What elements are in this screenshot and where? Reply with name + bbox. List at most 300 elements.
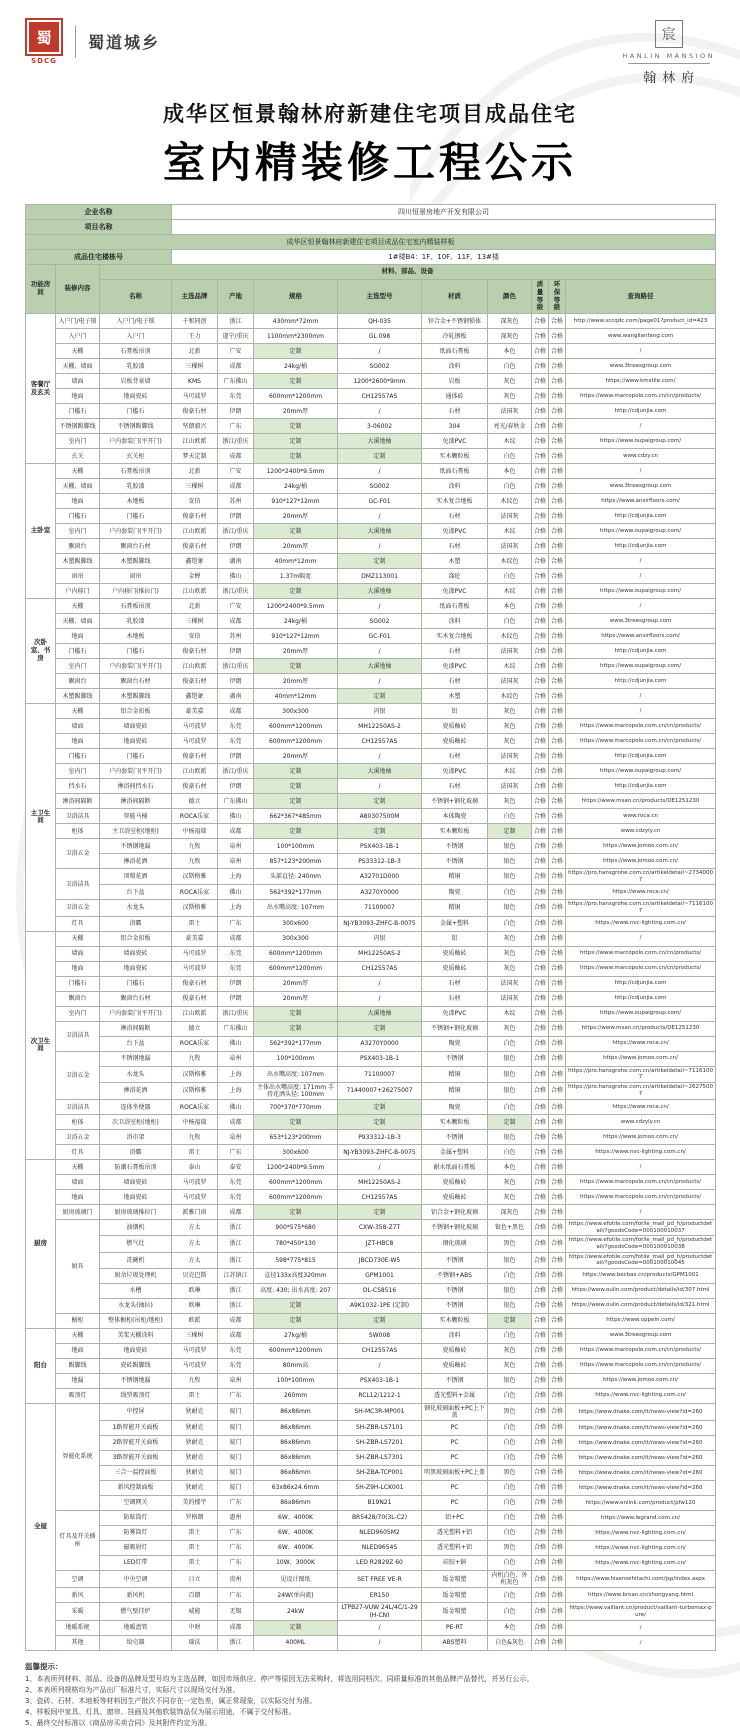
- data-cell: /: [338, 344, 422, 359]
- data-cell: 佛山: [218, 809, 254, 824]
- data-cell: 定制: [254, 779, 338, 794]
- data-cell: /: [338, 1620, 422, 1635]
- data-cell: 木地板: [100, 494, 172, 509]
- query-path-cell: https://pro.hansgrohe.com.cn/artikeldetail~71161007: [566, 1066, 716, 1082]
- data-cell: PE-RT: [422, 1620, 488, 1635]
- info-row: [26, 235, 716, 250]
- data-cell: SH-ZBR-LS7201: [338, 1436, 422, 1451]
- data-cell: 白色: [488, 1328, 532, 1343]
- data-cell: 合格: [549, 1358, 566, 1373]
- query-path-cell: https://www.oupaigroup.com/: [566, 524, 716, 539]
- data-cell: 灰色: [488, 734, 532, 749]
- data-cell: 厦门: [218, 1481, 254, 1496]
- data-cell: 浴霸: [100, 1145, 172, 1160]
- data-cell: 免漆PVC: [422, 764, 488, 779]
- data-cell: 地面瓷砖: [100, 734, 172, 749]
- data-cell: 合格: [532, 1511, 549, 1526]
- data-cell: 86x86mm: [254, 1403, 338, 1420]
- info-label: 企业名称: [26, 205, 172, 220]
- query-path-cell: https://www.oulin.com/product/details/id/307.html: [566, 1283, 716, 1298]
- data-cell: 562*392*177mm: [254, 885, 338, 900]
- data-cell: 纸面石膏板: [422, 344, 488, 359]
- data-cell: 合格: [532, 449, 549, 464]
- data-cell: 法国灰: [488, 644, 532, 659]
- data-cell: 合格: [532, 1220, 549, 1236]
- data-cell: 合格: [549, 854, 566, 869]
- table-row: [26, 1036, 716, 1051]
- data-cell: 瓷质釉砖: [422, 734, 488, 749]
- data-cell: 成都: [218, 359, 254, 374]
- data-cell: 白色: [488, 359, 532, 374]
- data-cell: 广安: [218, 464, 254, 479]
- data-cell: 黑色: [488, 1466, 532, 1481]
- data-cell: 铝合金扣板: [100, 704, 172, 719]
- data-cell: 不锈钢地漏: [100, 1373, 172, 1388]
- data-cell: 定制: [338, 794, 422, 809]
- data-cell: 合格: [549, 1082, 566, 1099]
- data-cell: 新风机: [100, 1588, 172, 1603]
- data-cell: 86x86mm: [254, 1451, 338, 1466]
- data-cell: 合格: [532, 824, 549, 839]
- data-cell: 浙江: [218, 1283, 254, 1298]
- data-cell: 木纹: [488, 1006, 532, 1021]
- table-row: [26, 1100, 716, 1115]
- data-cell: 白色: [488, 1100, 532, 1115]
- content-cell: 天棚: [56, 344, 100, 359]
- data-cell: NLED9605M2: [338, 1526, 422, 1541]
- content-cell: 卫浴洁具: [56, 809, 100, 824]
- data-cell: 马可波罗: [172, 1343, 218, 1358]
- data-cell: 合格: [549, 1556, 566, 1571]
- data-cell: 合格: [549, 1283, 566, 1298]
- column-header: 主选品牌: [172, 280, 218, 314]
- content-cell: 不锈钢踢脚线: [56, 419, 100, 434]
- table-row: [26, 329, 716, 344]
- data-cell: 银色: [488, 1298, 532, 1313]
- data-cell: 合格: [532, 704, 549, 719]
- data-cell: 门槛石: [100, 644, 172, 659]
- data-cell: 泉州: [218, 1130, 254, 1145]
- data-cell: 合格: [549, 946, 566, 961]
- data-cell: 合格: [532, 1388, 549, 1403]
- data-cell: 东莞: [218, 961, 254, 976]
- data-cell: 合格: [532, 659, 549, 674]
- data-cell: 合格: [549, 464, 566, 479]
- data-cell: 定制: [254, 1313, 338, 1328]
- table-row: [26, 976, 716, 991]
- data-cell: 法国灰: [488, 991, 532, 1006]
- data-cell: 白色: [488, 1388, 532, 1403]
- data-cell: 合格: [532, 749, 549, 764]
- data-cell: 狄耐克: [172, 1481, 218, 1496]
- data-cell: PC: [422, 1481, 488, 1496]
- data-cell: 合格: [549, 509, 566, 524]
- query-path-cell: https://www.efotile.com/fotile_mall_pd_h/productdetail/?goodsCode=000100010037: [566, 1220, 716, 1236]
- data-cell: 合格: [549, 1066, 566, 1082]
- data-cell: ABS塑料: [422, 1635, 488, 1650]
- data-cell: 合格: [549, 1252, 566, 1268]
- query-path-cell: https://www.dnake.com/it/news-view?id=260: [566, 1421, 716, 1436]
- data-cell: 合格: [532, 809, 549, 824]
- data-cell: 合格: [532, 674, 549, 689]
- data-cell: 灰色: [488, 1343, 532, 1358]
- table-row: [26, 1373, 716, 1388]
- data-cell: 广东: [218, 1145, 254, 1160]
- content-cell: 卫浴五金: [56, 1130, 100, 1145]
- data-cell: 定制: [254, 584, 338, 599]
- data-cell: CH12557AS: [338, 961, 422, 976]
- data-cell: 合格: [532, 1603, 549, 1620]
- data-cell: 金蝉: [172, 569, 218, 584]
- content-cell: 卫浴洁具: [56, 869, 100, 900]
- data-cell: 浙江: [218, 1298, 254, 1313]
- data-cell: 木塑踢脚线: [100, 554, 172, 569]
- data-cell: 定制: [338, 449, 422, 464]
- data-cell: 户内套装门(平开门): [100, 1006, 172, 1021]
- data-cell: 汉斯格雅: [172, 1082, 218, 1099]
- data-cell: 合格: [549, 1115, 566, 1130]
- data-cell: 合格: [549, 1388, 566, 1403]
- data-cell: 合格: [532, 689, 549, 704]
- data-cell: 方太: [172, 1252, 218, 1268]
- data-cell: 灰色: [488, 719, 532, 734]
- data-cell: 白色: [488, 1588, 532, 1603]
- data-cell: 白色: [488, 1526, 532, 1541]
- data-cell: 不锈钢: [422, 1298, 488, 1313]
- data-cell: 精铜: [422, 1082, 488, 1099]
- content-cell: 踢脚线: [56, 1358, 100, 1373]
- data-cell: 头部直径: 240mm: [254, 869, 338, 885]
- data-cell: 九牧: [172, 1051, 218, 1066]
- table-row: [26, 1021, 716, 1036]
- data-cell: 合格: [532, 554, 549, 569]
- data-cell: 深灰色: [488, 1205, 532, 1220]
- data-cell: 6W、4000K: [254, 1541, 338, 1556]
- data-cell: 欧琳: [172, 1298, 218, 1313]
- query-path-cell: https://www.nvc-lighting.com.cn/: [566, 1541, 716, 1556]
- table-row: [26, 1160, 716, 1175]
- data-cell: 瓷质釉砖: [422, 1343, 488, 1358]
- query-path-cell: https://www.oppein.com/: [566, 1313, 716, 1328]
- data-cell: 户内套装门(平开门): [100, 524, 172, 539]
- data-cell: 黑色: [488, 1541, 532, 1556]
- data-cell: 木塑: [422, 554, 488, 569]
- data-cell: 本色: [488, 1620, 532, 1635]
- query-path-cell: https://www.enlink.com/product/pfw120: [566, 1496, 716, 1511]
- data-cell: /: [338, 404, 422, 419]
- data-cell: 汉斯格雅: [172, 900, 218, 916]
- table-row: [26, 946, 716, 961]
- table-row: [26, 1066, 716, 1082]
- data-cell: 灰色: [488, 1175, 532, 1190]
- data-cell: 直径133x高度320mm: [254, 1268, 338, 1283]
- data-cell: 雷士: [172, 1541, 218, 1556]
- data-cell: 广安: [218, 599, 254, 614]
- data-cell: 合格: [532, 584, 549, 599]
- table-row: [26, 1526, 716, 1541]
- data-cell: 合格: [532, 779, 549, 794]
- data-cell: 墙面瓷砖: [100, 1175, 172, 1190]
- data-cell: 600mm*1200mm: [254, 389, 338, 404]
- data-cell: 佛山: [218, 885, 254, 900]
- column-header: 材质: [422, 280, 488, 314]
- data-cell: 合格: [532, 1298, 549, 1313]
- content-cell: 卫浴洁具: [56, 1021, 100, 1051]
- query-path-cell: https://www.kmstile.com/: [566, 374, 716, 389]
- info-value: [172, 220, 716, 235]
- data-cell: 纸面石膏板: [422, 599, 488, 614]
- data-cell: 佛山: [218, 569, 254, 584]
- header-bar: [25, 18, 715, 84]
- query-path-cell: http://cdjunjia.com: [566, 779, 716, 794]
- content-cell: 木塑踢脚线: [56, 689, 100, 704]
- data-cell: 瓷质釉砖: [422, 946, 488, 961]
- content-cell: 门槛石: [56, 509, 100, 524]
- data-cell: 东莞: [218, 1190, 254, 1205]
- table-row: [26, 1556, 716, 1571]
- table-header-row: [26, 265, 716, 280]
- data-cell: 深灰色: [488, 329, 532, 344]
- data-cell: 合格: [549, 329, 566, 344]
- data-cell: 方太: [172, 1236, 218, 1252]
- content-cell: 地面: [56, 1190, 100, 1205]
- room-cell: 阳台: [26, 1328, 56, 1403]
- data-cell: 600mm*1200mm: [254, 719, 338, 734]
- data-cell: 地面瓷砖: [100, 1343, 172, 1358]
- data-cell: 北新: [172, 464, 218, 479]
- data-cell: 304: [422, 419, 488, 434]
- content-cell: 门槛石: [56, 749, 100, 764]
- data-cell: NJ-YB3093-ZHFC-B-0075: [338, 1145, 422, 1160]
- table-row: [26, 434, 716, 449]
- data-cell: 浴巾架: [100, 1130, 172, 1145]
- data-cell: 乳胶漆: [100, 479, 172, 494]
- query-path-cell: http://cdjunjia.com: [566, 644, 716, 659]
- query-path-cell: /: [566, 419, 716, 434]
- data-cell: 泉州: [218, 854, 254, 869]
- data-cell: 金属+塑料: [422, 1145, 488, 1160]
- table-row: [26, 509, 716, 524]
- data-cell: 成都: [218, 1115, 254, 1130]
- table-row: [26, 869, 716, 885]
- data-cell: 合格: [532, 389, 549, 404]
- query-path-cell: https://www.oupaigroup.com/: [566, 659, 716, 674]
- data-cell: 大溪地柚: [338, 764, 422, 779]
- data-cell: 出水嘴高度: 107mm: [254, 1066, 338, 1082]
- data-cell: 合格: [549, 1190, 566, 1205]
- table-row: [26, 1145, 716, 1160]
- data-cell: 伊朗: [218, 779, 254, 794]
- data-cell: 厦门: [218, 1436, 254, 1451]
- data-cell: 木纹: [488, 764, 532, 779]
- data-cell: 瓷砖踢脚线: [100, 1358, 172, 1373]
- data-cell: 合格: [549, 1006, 566, 1021]
- table-subheader-row: [26, 280, 716, 314]
- data-cell: 24kg/桶: [254, 614, 338, 629]
- table-row: [26, 599, 716, 614]
- data-cell: 定制: [338, 1100, 422, 1115]
- data-cell: 法国灰: [488, 539, 532, 554]
- table-row: [26, 991, 716, 1006]
- data-cell: 定制: [488, 1313, 532, 1328]
- data-cell: 中财: [172, 1620, 218, 1635]
- data-cell: 陶瓷: [422, 1036, 488, 1051]
- data-cell: 新风控制面板: [100, 1481, 172, 1496]
- data-cell: 九牧: [172, 1373, 218, 1388]
- query-path-cell: https://www.marcopolo.com.cn/cn/products/: [566, 946, 716, 961]
- data-cell: 合格: [532, 1130, 549, 1145]
- data-cell: A80307500M: [338, 809, 422, 824]
- content-cell: 厨房玻璃门: [56, 1205, 100, 1220]
- data-cell: 合格: [532, 524, 549, 539]
- content-cell: 墙面: [56, 374, 100, 389]
- data-cell: 600mm*1200mm: [254, 1175, 338, 1190]
- table-row: [26, 1283, 716, 1298]
- data-cell: 300x600: [254, 916, 338, 931]
- query-path-cell: https://www.oupaigroup.com/: [566, 1006, 716, 1021]
- table-row: [26, 494, 716, 509]
- data-cell: 东莞: [218, 1358, 254, 1373]
- query-path-cell: https://www.marcopolo.com.cn/cn/products/: [566, 1343, 716, 1358]
- data-cell: 合格: [549, 734, 566, 749]
- query-path-cell: https://www.oupaigroup.com/: [566, 434, 716, 449]
- data-cell: 贵州: [218, 1571, 254, 1588]
- data-cell: CXW-358-Z7T: [338, 1220, 422, 1236]
- data-cell: 白色: [488, 809, 532, 824]
- data-cell: 免漆PVC: [422, 434, 488, 449]
- data-cell: 王力: [172, 329, 218, 344]
- query-path-cell: https://www.marcopolo.com.cn/cn/products/: [566, 719, 716, 734]
- data-cell: 狄耐克: [172, 1436, 218, 1451]
- data-cell: 定制: [338, 1021, 422, 1036]
- content-cell: 灯具: [56, 916, 100, 931]
- data-cell: 狄耐克: [172, 1421, 218, 1436]
- data-cell: 合格: [532, 1620, 549, 1635]
- data-cell: SH-Z9H-LCK001: [338, 1481, 422, 1496]
- data-cell: 合格: [532, 1252, 549, 1268]
- query-path-cell: https://www.msan.cn/products/DE1251230: [566, 794, 716, 809]
- data-cell: 合格: [549, 991, 566, 1006]
- data-cell: 合格: [532, 1236, 549, 1252]
- data-cell: 合格: [532, 419, 549, 434]
- table-row: [26, 1403, 716, 1420]
- data-cell: 20mm厚: [254, 991, 338, 1006]
- data-cell: 广东佛山: [218, 374, 254, 389]
- table-row: [26, 1436, 716, 1451]
- data-cell: 合格: [549, 404, 566, 419]
- query-path-cell: https://pro.hansgrohe.com.cn/artikeldetail~71161007: [566, 900, 716, 916]
- data-cell: 白色: [488, 1481, 532, 1496]
- data-cell: 广东: [218, 1556, 254, 1571]
- data-cell: CH12557AS: [338, 734, 422, 749]
- table-row: [26, 1343, 716, 1358]
- data-cell: 佛山: [218, 1036, 254, 1051]
- content-cell: 卫浴五金: [56, 900, 100, 916]
- data-cell: 银色: [488, 1252, 532, 1268]
- table-row: [26, 614, 716, 629]
- data-cell: 三合一温控面板: [100, 1466, 172, 1481]
- data-cell: 三棵树: [172, 359, 218, 374]
- data-cell: 合格: [532, 1328, 549, 1343]
- data-cell: 白色&灰色: [488, 1635, 532, 1650]
- data-cell: 71100007: [338, 1066, 422, 1082]
- data-cell: 冷轧钢板: [422, 329, 488, 344]
- data-cell: 入户门/电子锁: [100, 314, 172, 329]
- sdcg-seal-icon: 蜀: [25, 18, 63, 56]
- data-cell: LED灯带: [100, 1556, 172, 1571]
- data-cell: 定制: [254, 824, 338, 839]
- data-cell: 俊豪石材: [172, 644, 218, 659]
- table-row: [26, 1298, 716, 1313]
- data-cell: 合格: [532, 885, 549, 900]
- data-cell: 不锈钢踢脚线: [100, 419, 172, 434]
- data-cell: 泉州: [218, 839, 254, 854]
- data-cell: 马可波罗: [172, 1358, 218, 1373]
- data-cell: 合格: [549, 449, 566, 464]
- data-cell: 马可波罗: [172, 734, 218, 749]
- data-cell: 1200*2600*9mm: [338, 374, 422, 389]
- table-row: [26, 1588, 716, 1603]
- data-cell: 合格: [549, 1421, 566, 1436]
- data-cell: 合格: [549, 1436, 566, 1451]
- data-cell: 白色: [488, 1451, 532, 1466]
- data-cell: 合格: [532, 931, 549, 946]
- data-cell: 1100mm*2300mm: [254, 329, 338, 344]
- data-cell: 淋浴间隔断: [100, 1021, 172, 1036]
- query-path-cell: /: [566, 599, 716, 614]
- data-cell: 白色: [488, 1511, 532, 1526]
- query-path-cell: http://cdjunjia.com: [566, 674, 716, 689]
- data-cell: 厦门: [218, 1466, 254, 1481]
- data-cell: 白色: [488, 885, 532, 900]
- data-cell: 合格: [549, 900, 566, 916]
- data-cell: 木塑: [422, 689, 488, 704]
- table-row: [26, 1252, 716, 1268]
- data-cell: LED R2829Z 60: [338, 1556, 422, 1571]
- table-row: [26, 659, 716, 674]
- data-cell: 20mm厚: [254, 976, 338, 991]
- info-label: 项目名称: [26, 220, 172, 235]
- info-row: [26, 220, 716, 235]
- data-cell: 灰色: [488, 389, 532, 404]
- data-cell: NJ-YB3093-ZHFC-B-0075: [338, 916, 422, 931]
- data-cell: 910*127*12mm: [254, 629, 338, 644]
- data-cell: 黑色: [488, 1236, 532, 1252]
- data-cell: P933312-1B-3: [338, 1130, 422, 1145]
- data-cell: 豪美嘉: [172, 704, 218, 719]
- table-row: [26, 1571, 716, 1588]
- data-cell: 灰色: [488, 946, 532, 961]
- query-path-cell: /: [566, 1205, 716, 1220]
- data-cell: 银色: [488, 900, 532, 916]
- query-path-cell: https://www.marcopolo.com.cn/cn/products/: [566, 1175, 716, 1190]
- data-cell: 71440007+26275007: [338, 1082, 422, 1099]
- data-cell: 九牧: [172, 839, 218, 854]
- query-path-cell: www.cdzyly.cn: [566, 1115, 716, 1130]
- data-cell: 合格: [549, 704, 566, 719]
- data-cell: JZT-HBC8: [338, 1236, 422, 1252]
- data-cell: PSX403-1B-1: [338, 839, 422, 854]
- data-cell: 562*392*177mm: [254, 1036, 338, 1051]
- data-cell: 合格: [532, 1436, 549, 1451]
- data-cell: 合格: [532, 614, 549, 629]
- data-cell: 合格: [532, 539, 549, 554]
- data-cell: 浙江/重庆: [218, 434, 254, 449]
- data-cell: 合格: [532, 1358, 549, 1373]
- data-cell: 木纹: [488, 434, 532, 449]
- data-cell: 银色: [488, 1051, 532, 1066]
- data-cell: 淋浴花洒: [100, 854, 172, 869]
